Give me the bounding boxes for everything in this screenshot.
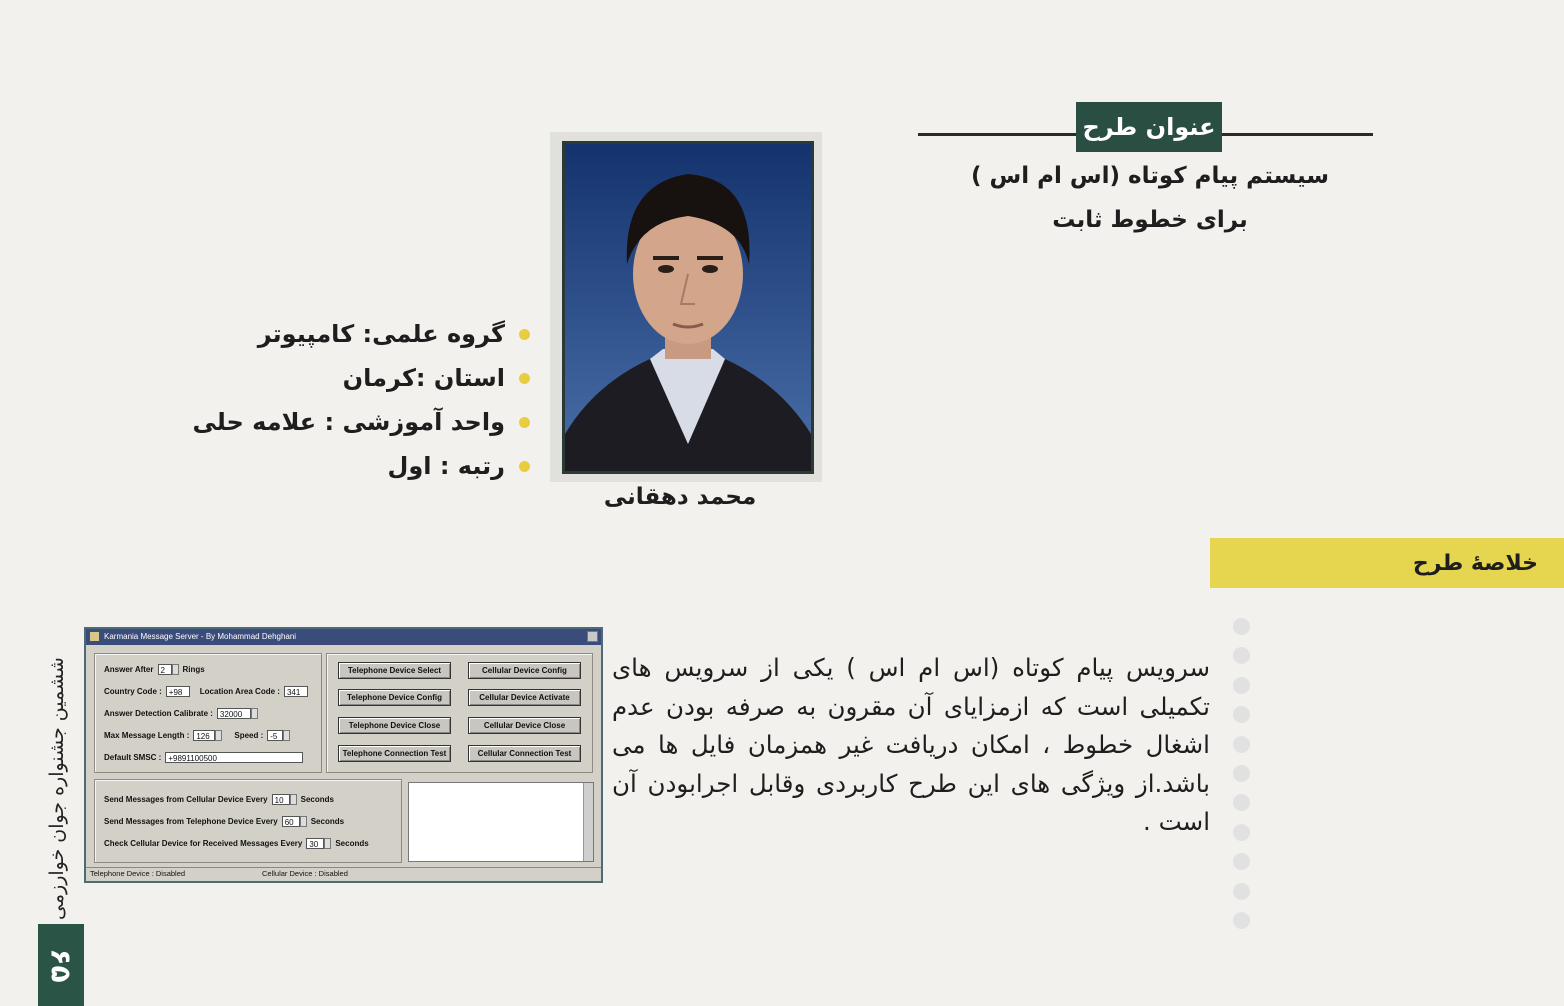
spinner-icon[interactable] — [290, 794, 297, 805]
default-smsc-row: Default SMSC : +9891100500 — [104, 750, 303, 764]
telephone-device-config-button[interactable]: Telephone Device Config — [338, 689, 451, 706]
app-window-screenshot — [84, 627, 603, 883]
festival-title: ششمین جشنواره جوان خوارزمی — [46, 657, 68, 920]
cellular-connection-test-button[interactable]: Cellular Connection Test — [468, 745, 581, 762]
scrollbar[interactable] — [583, 783, 593, 861]
info-item — [120, 312, 530, 356]
area-code-field[interactable]: 341 — [284, 686, 308, 697]
info-item — [120, 400, 530, 444]
status-cellular: Cellular Device : Disabled — [262, 869, 348, 878]
decorative-dots — [1233, 618, 1253, 941]
project-title-line1: سیستم پیام کوتاه (اس ام اس ) — [970, 163, 1330, 189]
message-log-area[interactable] — [408, 782, 594, 862]
close-icon[interactable] — [587, 631, 598, 642]
page-number: ۶۵ — [44, 947, 78, 983]
info-item — [120, 356, 530, 400]
spinner-icon[interactable] — [324, 838, 331, 849]
bullet-dot-icon — [519, 461, 530, 472]
page-number-box — [38, 924, 84, 1006]
portrait-photo — [562, 141, 814, 474]
answer-detection-row: Answer Detection Calibrate : 32000 — [104, 706, 258, 720]
answer-after-field[interactable]: 2 — [158, 664, 172, 675]
spinner-icon[interactable] — [251, 708, 258, 719]
spinner-icon[interactable] — [283, 730, 290, 741]
summary-text: سرویس پیام کوتاه (اس ام اس ) یکی از سرویس های تکمیلی است که ازمزایای آن مقرون به صرفه بودن عدم اشغال خطوط ، امکان دریافت غیر همزمان فایل ها می باشد.از ویژگی های این طرح کاربردی وقابل اجرابودن آن است . — [612, 653, 1210, 836]
spinner-icon[interactable] — [300, 816, 307, 827]
info-item — [120, 444, 530, 488]
summary-heading: خلاصهٔ طرح — [1210, 538, 1564, 588]
country-code-row: Country Code : +98 Location Area Code : 341 — [104, 684, 308, 698]
person-name: محمد دهقانی — [603, 484, 757, 510]
info-text: رتبه : اول — [387, 452, 505, 480]
bullet-dot-icon — [519, 373, 530, 384]
country-code-field[interactable]: +98 — [166, 686, 190, 697]
send-cellular-row: Send Messages from Cellular Device Every 10 Seconds — [104, 794, 334, 805]
status-bar — [86, 867, 601, 881]
telephone-connection-test-button[interactable]: Telephone Connection Test — [338, 745, 451, 762]
send-cellular-field[interactable]: 10 — [272, 794, 290, 805]
cellular-device-close-button[interactable]: Cellular Device Close — [468, 717, 581, 734]
send-telephone-field[interactable]: 60 — [282, 816, 300, 827]
app-title: Karmania Message Server - By Mohammad Dehghani — [104, 632, 297, 641]
bullet-dot-icon — [519, 329, 530, 340]
info-text: گروه علمی: کامپیوتر — [257, 320, 505, 348]
project-title — [920, 154, 1380, 242]
speed-field[interactable]: -5 — [267, 730, 283, 741]
send-telephone-row: Send Messages from Telephone Device Every 60 Seconds — [104, 816, 345, 827]
answer-detection-field[interactable]: 32000 — [217, 708, 251, 719]
bullet-dot-icon — [519, 417, 530, 428]
cellular-device-activate-button[interactable]: Cellular Device Activate — [468, 689, 581, 706]
default-smsc-field[interactable]: +9891100500 — [165, 752, 303, 763]
max-length-field[interactable]: 126 — [193, 730, 215, 741]
check-cellular-row: Check Cellular Device for Received Messages Every 30 Seconds — [104, 838, 369, 849]
info-list — [120, 312, 530, 488]
info-text: واحد آموزشی : علامه حلی — [192, 408, 505, 436]
portrait-illustration — [565, 144, 811, 471]
header-label: عنوان طرح — [1076, 102, 1222, 152]
telephone-device-close-button[interactable]: Telephone Device Close — [338, 717, 451, 734]
spinner-icon[interactable] — [172, 664, 179, 675]
spinner-icon[interactable] — [215, 730, 222, 741]
cellular-device-config-button[interactable]: Cellular Device Config — [468, 662, 581, 679]
app-icon — [90, 632, 99, 641]
telephone-device-select-button[interactable]: Telephone Device Select — [338, 662, 451, 679]
max-length-row: Max Message Length : 126 Speed : -5 — [104, 728, 290, 742]
check-cellular-field[interactable]: 30 — [306, 838, 324, 849]
status-telephone: Telephone Device : Disabled — [90, 869, 186, 878]
app-titlebar — [86, 629, 601, 645]
answer-after-row: Answer After 2 Rings — [104, 664, 205, 675]
project-title-line2: برای خطوط ثابت — [1052, 207, 1248, 233]
info-text: استان :کرمان — [342, 364, 505, 392]
